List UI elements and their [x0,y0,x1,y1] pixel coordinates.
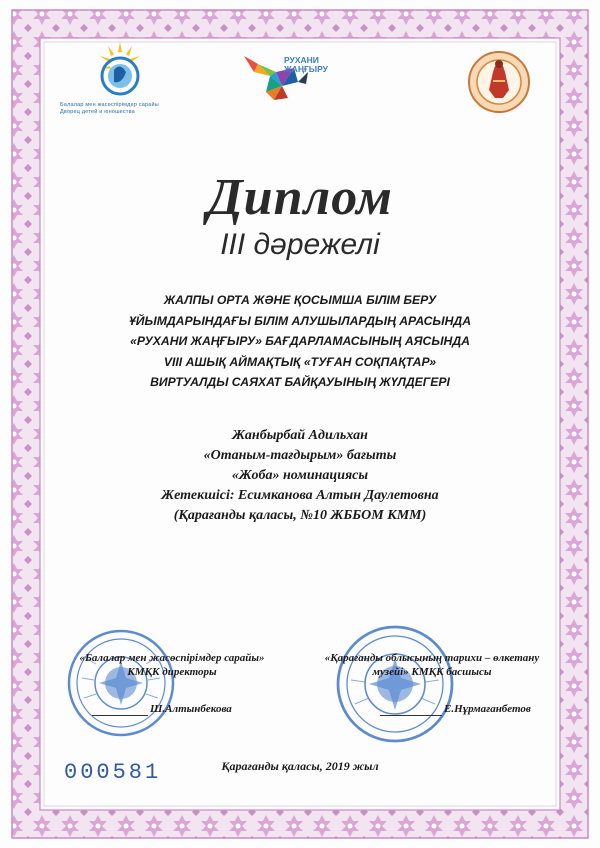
bird-emblem-icon [236,42,366,112]
right-signatory-name: Е.Нұрмағанбетов [444,703,531,715]
place-and-year: Қарағанды қаласы, 2019 жыл [221,759,379,773]
right-round-stamp [335,624,455,744]
serial-number: 000581 [64,760,162,785]
rukhani-word: РУХАНИ [284,55,319,65]
winner-direction: «Отаным-тағдырым» бағыты [203,448,397,463]
diploma-title: Диплом [207,169,393,226]
right-org-title: музейі» КМҚК басшысы [372,666,492,678]
museum-emblem-icon [467,50,531,114]
diploma-degree: III дәрежелі [220,228,380,261]
left-round-stamp [66,628,176,738]
palace-emblem-icon [60,38,180,102]
left-signature-org [62,651,282,679]
left-signatory-name: Ш.Алтынбекова [150,703,232,715]
award-line: ЖАЛПЫ ОРТА ЖӘНЕ ҚОСЫМША БІЛІМ БЕРУ [163,293,437,307]
award-description [60,290,540,393]
right-org-name: «Қарағанды облысының тарихи – өлкетану [324,652,540,664]
right-signature-org [306,651,558,679]
left-signature-line [92,715,148,716]
award-line: ВИРТУАЛДЫ САЯХАТ БАЙҚАУЫНЫҢ ЖҮЛДЕГЕРІ [150,375,450,389]
left-org-name: «Балалар мен жасөспірімдер сарайы» [79,652,265,664]
palace-logo-caption [60,102,180,115]
museum-logo [467,50,531,114]
palace-caption-ru: Дворец детей и юношества [60,108,135,115]
winner-details [60,426,540,526]
left-org-title: КМҚК директоры [127,666,217,678]
award-line: ҰЙЫМДАРЫНДАҒЫ БІЛІМ АЛУШЫЛАРДЫҢ АРАСЫНДА [128,313,472,328]
rukhani-zhangyru-logo [236,42,366,112]
palace-caption-kz: Балалар мен жасөспірімдер сарайы [60,102,159,108]
palace-logo [60,38,180,123]
zhangyru-word: ЖАҢҒЫРУ [284,64,328,74]
winner-name: Жанбырбай Адильхан [232,428,368,443]
winner-supervisor: Жетекшісі: Есимканова Алтын Даулетовна [161,488,439,503]
winner-school: (Қарағанды қаласы, №10 ЖББОМ КММ) [173,508,427,523]
rukhani-zhangyru-text [284,56,328,74]
award-line: VIII АШЫҚ АЙМАҚТЫҚ «ТУҒАН СОҚПАҚТАР» [163,354,437,369]
right-signature-line [380,715,442,716]
award-line: «РУХАНИ ЖАҢҒЫРУ» БАҒДАРЛАМАСЫНЫҢ АЯСЫНДА [130,334,470,348]
winner-nomination: «Жоба» номинациясы [231,468,369,483]
